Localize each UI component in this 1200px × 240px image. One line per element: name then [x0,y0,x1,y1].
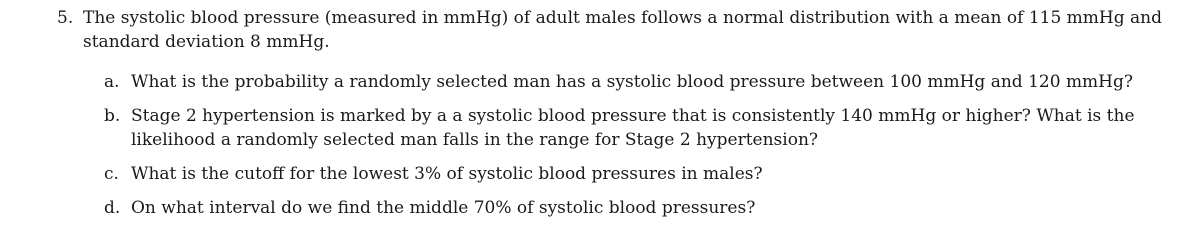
part-letter: c. [104,164,119,184]
part-b [104,104,1182,152]
part-text: Stage 2 hypertension is marked by a a systolic blood pressure that is consistently 140 mmHg or higher? What is the likelihood a randomly selected man falls in the range for Stage 2 hypertension? [131,106,1135,150]
part-text: What is the cutoff for the lowest 3% of systolic blood pressures in males? [131,164,763,184]
part-text: On what interval do we find the middle 70% of systolic blood pressures? [131,198,756,218]
problem-statement [57,6,1182,54]
problem-5 [57,6,1182,230]
problem-parts [57,70,1182,220]
part-a [104,70,1182,94]
part-d [104,196,1182,220]
part-c [104,162,1182,186]
part-text: What is the probability a randomly selected man has a systolic blood pressure between 100 mmHg and 120 mmHg? [131,72,1134,92]
part-letter: b. [104,106,121,126]
problem-number: 5. [57,8,74,28]
problem-stem: The systolic blood pressure (measured in mmHg) of adult males follows a normal distribution with a mean of 115 mmHg and standard deviation 8 mmHg. [83,8,1162,52]
part-letter: d. [104,198,121,218]
part-letter: a. [104,72,120,92]
